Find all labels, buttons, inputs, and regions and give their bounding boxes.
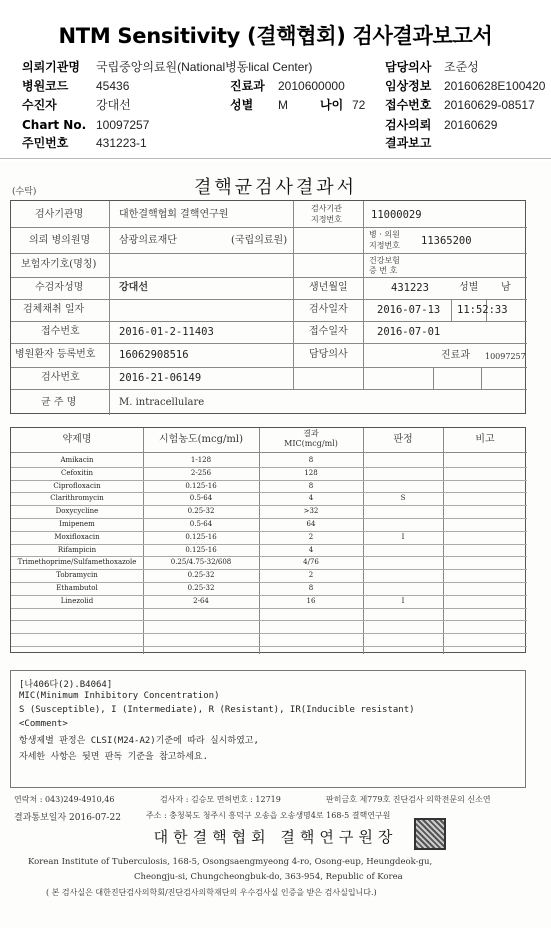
header-divider <box>0 158 551 159</box>
drug-conc: 0.25/4.75-32/608 <box>170 558 232 567</box>
drug-header-name: 약제명 <box>62 434 92 445</box>
test-no-label: 검사번호 <box>41 372 80 383</box>
drug-table <box>10 427 526 653</box>
label-result-report: 결과보고 <box>385 136 432 150</box>
ins-code-label-1: 건강보험 <box>369 256 400 265</box>
dob-value: 431223 <box>391 282 429 294</box>
label-department: 진료과 <box>230 79 265 93</box>
drug-conc: 0.5-64 <box>189 520 213 528</box>
drug-conc: 0.25-32 <box>187 584 215 592</box>
drug-mic: 2 <box>308 571 314 580</box>
drug-row-divider <box>11 608 527 609</box>
label-clinical-info: 임상정보 <box>385 79 432 93</box>
drug-name: Amikacin <box>60 456 94 464</box>
drug-conc: 0.25-32 <box>187 571 215 580</box>
label-request-date: 검사의뢰 <box>385 118 432 132</box>
label-receipt-no: 접수번호 <box>385 98 432 112</box>
drug-conc: 0.125-16 <box>185 532 217 541</box>
drug-header-result: 결과 <box>303 429 319 438</box>
consignment-tag: (수탁) <box>12 187 37 197</box>
drug-conc: 2-256 <box>190 468 212 477</box>
comment-line-2: 자세한 사항은 뒷면 판독 기준을 참고하세요. <box>19 752 209 762</box>
footer-org-english-1: Korean Institute of Tuberculosis, 168-5, Osongsaengmyeong 4-ro, Osong-eup, Heungdeok-gu, <box>28 857 433 867</box>
drug-row-divider <box>11 633 527 634</box>
drug-header-mic: MIC(mcg/ml) <box>284 439 338 448</box>
footer-certification-note: ( 본 검사실은 대한진단검사의학회/진단검사의학재단의 우수검사실 인증을 받은 검사실입니다.) <box>46 888 377 897</box>
footer-org-korean: 대한결핵협회 결핵연구원장 <box>153 828 398 846</box>
drug-name: Ethambutol <box>56 584 98 592</box>
label-patient: 수진자 <box>22 98 57 112</box>
value-hospital-code: 45436 <box>96 79 130 93</box>
value-resident-no: 431223-1 <box>96 136 147 150</box>
drug-mic: 8 <box>308 481 314 490</box>
value-department: 2010600000 <box>278 79 345 93</box>
test-time-value: 11:52:33 <box>457 304 508 316</box>
drug-row-divider <box>11 620 527 621</box>
report-title: NTM Sensitivity (결핵협회) 검사결과보고서 <box>58 24 493 48</box>
ins-label: 보험자기호(명칭) <box>21 259 97 270</box>
drug-conc: 0.125-16 <box>185 481 217 490</box>
comment-mic: MIC(Minimum Inhibitory Concentration) <box>19 691 220 701</box>
sex-label: 성별 <box>459 282 479 293</box>
header-row-hospital-code <box>0 77 551 95</box>
drug-name: Rifampicin <box>57 545 97 554</box>
comment-box <box>10 670 526 788</box>
footer-examiner: 검사자 : 김승모 면허번호 : 12719 <box>160 795 281 804</box>
recv-date-value: 2016-07-01 <box>377 326 441 338</box>
dept-label: 진료과 <box>441 350 470 361</box>
dept-value: 10097257 <box>485 352 526 361</box>
patient-value: 강대선 <box>119 282 148 293</box>
reg-no-label: 병원환자 등록번호 <box>15 349 96 360</box>
value-receipt-no: 20160629-08517 <box>444 98 535 112</box>
drug-interp: I <box>401 596 405 605</box>
report-header <box>0 0 551 160</box>
drug-interp: I <box>401 532 405 541</box>
value-institution: 국립중앙의료원(National병동lical Center) <box>96 60 313 74</box>
drug-mic: 2 <box>308 532 314 541</box>
header-row-resident-no <box>0 134 551 152</box>
value-doctor: 조준성 <box>444 60 479 74</box>
drug-conc: 2-64 <box>193 596 209 605</box>
footer-supervisor: 판히금호 제779호 진단검사 의학전문의 신소연 <box>326 795 491 804</box>
recv-no-label: 접수번호 <box>41 326 80 337</box>
patient-label: 수검자성명 <box>35 282 84 293</box>
header-row-patient <box>0 96 551 114</box>
label-sex: 성별 <box>230 98 254 112</box>
inst-code-label-2: 지정번호 <box>311 215 342 224</box>
drug-mic: 128 <box>304 468 318 477</box>
value-patient: 강대선 <box>96 98 131 112</box>
test-date-label: 검사일자 <box>309 304 348 315</box>
test-date-value: 2016-07-13 <box>377 304 441 316</box>
collect-label: 검체채취 일자 <box>23 304 85 315</box>
req-code-label-1: 병 · 의원 <box>369 230 400 239</box>
drug-mic: 64 <box>306 520 316 528</box>
req-label: 의뢰 병의원명 <box>29 235 91 246</box>
inst-code-value: 11000029 <box>371 209 422 221</box>
drug-name: Imipenem <box>59 520 95 528</box>
drug-conc: 1-128 <box>190 456 212 464</box>
drug-header-note: 비고 <box>475 434 495 445</box>
drug-row-divider <box>11 646 527 647</box>
drug-header-conc: 시험농도(mcg/ml) <box>159 434 243 445</box>
drug-name: Clarithromycin <box>50 494 104 503</box>
official-seal-stamp <box>414 818 446 850</box>
value-sex: M <box>278 98 288 112</box>
drug-conc: 0.5-64 <box>189 494 213 503</box>
label-resident-no: 주민번호 <box>22 136 69 150</box>
info-table <box>10 200 526 414</box>
label-chart-no: Chart No. <box>22 118 87 132</box>
inst-code-label-1: 검사기관 <box>311 204 342 213</box>
drug-conc: 0.125-16 <box>185 545 217 554</box>
drug-name: Tobramycin <box>56 571 98 580</box>
drug-mic: 16 <box>306 596 316 605</box>
dob-label: 생년월일 <box>309 282 348 293</box>
test-no-value: 2016-21-06149 <box>119 372 202 384</box>
label-institution: 의뢰기관명 <box>22 60 80 74</box>
drug-mic: 8 <box>308 584 314 592</box>
drug-mic: 8 <box>308 456 314 464</box>
drug-name: Ciprofloxacin <box>53 481 101 490</box>
req-value-2: (국립의료원) <box>231 235 288 246</box>
comment-code: [나406다(2).B4064] <box>19 680 113 690</box>
label-hospital-code: 병원코드 <box>22 79 69 93</box>
header-row-chart <box>0 116 551 134</box>
value-chart-no: 10097257 <box>96 118 150 132</box>
drug-header-interp: 판정 <box>393 434 413 445</box>
inst-label: 검사기관명 <box>35 209 84 220</box>
header-row-institution <box>0 58 551 76</box>
req-code-value: 11365200 <box>421 235 472 247</box>
value-clinical-info: 20160628E100420 <box>444 79 546 93</box>
inst-value: 대한결핵협회 결핵연구원 <box>119 209 229 220</box>
drug-name: Trimethoprime/Sulfamethoxazole <box>17 558 137 567</box>
ins-code-label-2: 증 번 호 <box>369 266 398 275</box>
drug-name: Cefoxitin <box>60 468 94 477</box>
label-age: 나이 <box>320 98 344 112</box>
sex-value: 남 <box>501 282 511 293</box>
drug-name: Moxifloxacin <box>54 532 100 541</box>
drug-mic: 4/76 <box>303 558 319 567</box>
recv-date-label: 접수일자 <box>309 326 348 337</box>
strain-label: 균 주 명 <box>41 397 77 408</box>
drug-mic: 4 <box>308 545 314 554</box>
drug-interp: S <box>400 494 406 503</box>
drug-mic: 4 <box>308 494 314 503</box>
comment-legend: S (Susceptible), I (Intermediate), R (Resistant), IR(Inducible resistant) <box>19 705 415 715</box>
footer-report-date: 결과통보일자 2016-07-22 <box>14 813 121 823</box>
strain-value: M. intracellulare <box>119 397 205 408</box>
drug-name: Doxycycline <box>55 507 99 516</box>
footer-org-english-2: Cheongju-si, Chungcheongbuk-do, 363-954, Republic of Korea <box>134 872 403 882</box>
drug-name: Linezolid <box>60 596 94 605</box>
doctor-label: 담당의사 <box>309 349 348 360</box>
value-request-date: 20160629 <box>444 118 498 132</box>
reg-no-value: 16062908516 <box>119 349 189 361</box>
drug-conc: 0.25-32 <box>187 507 215 516</box>
value-age: 72 <box>352 98 366 112</box>
drug-mic: >32 <box>303 507 319 516</box>
req-code-label-2: 지정번호 <box>369 241 400 250</box>
document-title: 결핵균검사결과서 <box>193 177 358 198</box>
footer-contact: 연락처 : 043)249-4910,46 <box>14 795 115 804</box>
comment-line-1: 항생제별 판정은 CLSI(M24-A2)기준에 따라 실시하였고, <box>19 736 259 746</box>
label-doctor: 담당의사 <box>385 60 432 74</box>
footer-address: 주소 : 충청북도 청주시 흥덕구 오송읍 오송생명4로 168-5 결핵연구원 <box>146 811 391 820</box>
recv-no-value: 2016-01-2-11403 <box>119 326 214 338</box>
req-value: 삼광의료재단 <box>119 235 177 246</box>
comment-tag: <Comment> <box>19 719 68 729</box>
scanned-document <box>0 162 551 928</box>
